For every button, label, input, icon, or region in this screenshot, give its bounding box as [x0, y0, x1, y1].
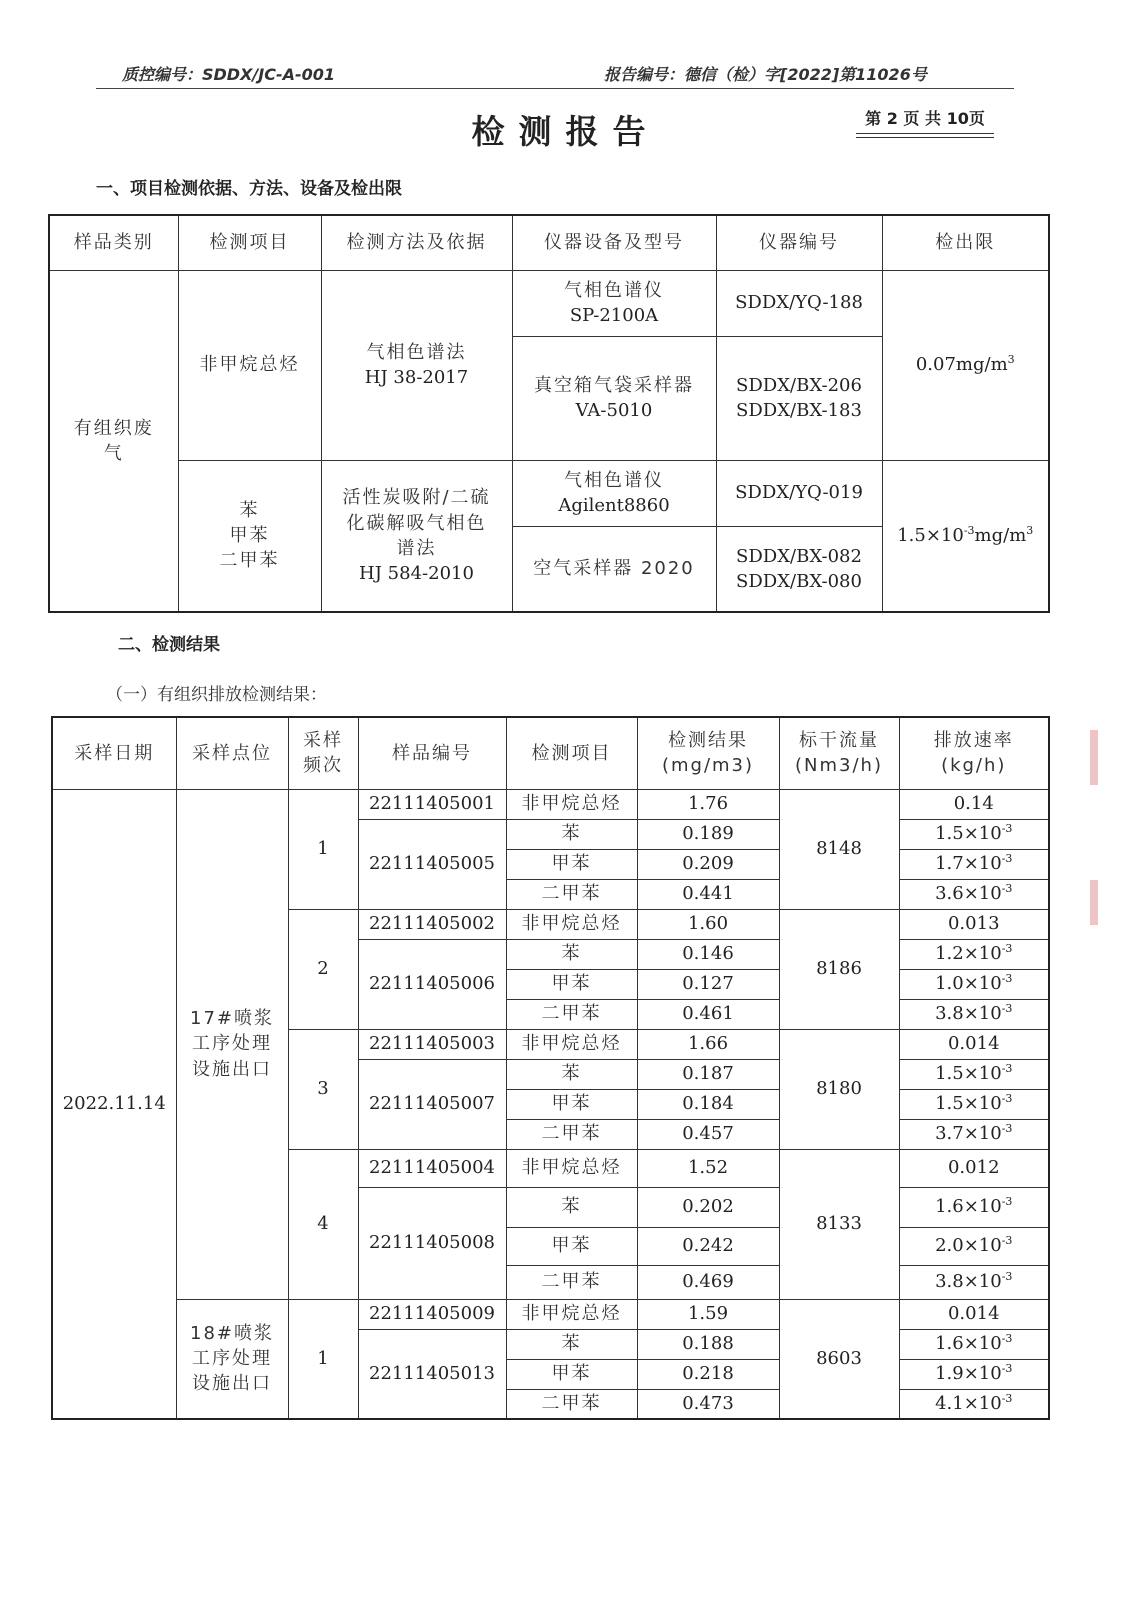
rate-mantissa: 3.7×10 — [935, 1123, 1002, 1145]
rate-mantissa: 1.5×10 — [935, 1063, 1002, 1085]
point-line: 工序处理 — [192, 1033, 272, 1055]
test-item: 非甲烷总烃 — [506, 1299, 637, 1329]
emission-rate — [899, 1227, 1049, 1265]
flow-value: 8603 — [779, 1299, 899, 1419]
test-item: 甲苯 — [506, 1359, 637, 1389]
rate-mantissa: 3.8×10 — [935, 1271, 1002, 1293]
method-row — [49, 270, 1049, 336]
test-item: 二甲苯 — [506, 1265, 637, 1299]
test-item: 甲苯 — [506, 1089, 637, 1119]
rate-exponent: -3 — [1001, 942, 1013, 956]
flow-value: 8133 — [779, 1149, 899, 1299]
header-line: 采样 — [303, 730, 343, 752]
emission-rate — [899, 999, 1049, 1029]
test-item: 甲苯 — [506, 969, 637, 999]
col-header — [288, 717, 358, 789]
method-table-header — [49, 215, 1049, 270]
test-item: 非甲烷总烃 — [506, 1149, 637, 1187]
point-line: 18#喷浆 — [190, 1322, 274, 1344]
rate-mantissa: 4.1×10 — [935, 1393, 1002, 1415]
test-item: 苯 — [506, 1329, 637, 1359]
rate-exponent: -3 — [1001, 1270, 1013, 1284]
instrument-name: 气相色谱仪 — [564, 469, 664, 491]
header-line: 排放速率 — [933, 730, 1014, 752]
col-header: 检出限 — [882, 215, 1049, 270]
point-line: 工序处理 — [192, 1348, 272, 1370]
result-value: 0.218 — [637, 1359, 779, 1389]
emission-rate — [899, 969, 1049, 999]
instrument-id-line: SDDX/BX-183 — [736, 400, 862, 421]
seal-mark — [1090, 730, 1098, 785]
result-value: 1.60 — [637, 909, 779, 939]
method-line: 化碳解吸气相色 — [346, 512, 487, 534]
result-value: 0.184 — [637, 1089, 779, 1119]
instrument-model: VA-5010 — [575, 400, 653, 421]
result-row — [52, 789, 1049, 819]
result-value: 1.52 — [637, 1149, 779, 1187]
test-method — [321, 270, 512, 460]
col-header: 样品编号 — [358, 717, 506, 789]
limit-unit: mg/m — [974, 525, 1027, 547]
method-line: HJ 584-2010 — [359, 562, 474, 584]
rate-mantissa: 3.8×10 — [935, 1003, 1002, 1025]
limit-sup: 3 — [1026, 524, 1034, 538]
result-value: 1.59 — [637, 1299, 779, 1329]
rate-mantissa: 1.5×10 — [935, 1093, 1002, 1115]
instrument-id: SDDX/YQ-019 — [716, 460, 882, 526]
instrument-name: 气相色谱仪 — [564, 279, 664, 301]
emission-rate — [899, 1119, 1049, 1149]
result-value: 0.187 — [637, 1059, 779, 1089]
instrument-id-line: SDDX/BX-080 — [736, 570, 862, 592]
item-line: 苯 — [239, 499, 260, 521]
result-value: 0.202 — [637, 1187, 779, 1227]
header-line: 频次 — [303, 755, 343, 777]
instrument-name: 真空箱气袋采样器 — [534, 374, 694, 396]
flow-value: 8180 — [779, 1029, 899, 1149]
test-item: 苯 — [506, 1059, 637, 1089]
test-item: 非甲烷总烃 — [506, 909, 637, 939]
rate-exponent: -3 — [1001, 1392, 1013, 1406]
point-line: 设施出口 — [192, 1058, 272, 1080]
result-value: 1.66 — [637, 1029, 779, 1059]
test-item: 甲苯 — [506, 1227, 637, 1265]
sampling-frequency: 1 — [288, 789, 358, 909]
emission-rate — [899, 1089, 1049, 1119]
result-value: 0.441 — [637, 879, 779, 909]
header-line: (mg/m3) — [661, 755, 755, 777]
limit-sup: 3 — [1007, 353, 1015, 367]
rate-exponent: -3 — [1001, 1234, 1013, 1248]
seal-mark — [1090, 880, 1098, 925]
qc-number: 质控编号：SDDX/JC-A-001 — [122, 65, 336, 84]
emission-rate — [899, 1187, 1049, 1227]
instrument-id: SDDX/YQ-188 — [716, 270, 882, 336]
emission-rate: 0.14 — [899, 789, 1049, 819]
method-line: HJ 38-2017 — [364, 367, 469, 388]
rate-mantissa: 3.6×10 — [935, 883, 1002, 905]
instrument-id-line: SDDX/BX-206 — [736, 374, 862, 396]
rate-exponent: -3 — [1001, 1362, 1013, 1376]
emission-rate — [899, 1265, 1049, 1299]
item-line: 甲苯 — [229, 525, 270, 547]
sample-number: 22111405001 — [358, 789, 506, 819]
detection-limit — [882, 270, 1049, 460]
test-item: 甲苯 — [506, 849, 637, 879]
method-table — [48, 214, 1050, 613]
sample-number: 22111405003 — [358, 1029, 506, 1059]
limit-value: 1.5×10 — [897, 525, 964, 547]
test-item: 二甲苯 — [506, 1119, 637, 1149]
col-header: 采样日期 — [52, 717, 176, 789]
instrument — [512, 270, 716, 336]
instrument-id — [716, 526, 882, 612]
method-row — [49, 460, 1049, 526]
limit-value: 0.07mg/m — [915, 354, 1008, 376]
header-line: (kg/h) — [941, 755, 1007, 777]
rate-exponent: -3 — [1001, 852, 1013, 866]
instrument-id-line: SDDX/BX-082 — [736, 545, 862, 567]
rate-exponent: -3 — [1001, 1122, 1013, 1136]
page-number: 第 2 页 共 10页 — [856, 106, 994, 134]
instrument: 空气采样器 2020 — [512, 526, 716, 612]
instrument-id — [716, 336, 882, 460]
point-line: 17#喷浆 — [190, 1008, 274, 1030]
item-line: 二甲苯 — [219, 550, 280, 572]
emission-rate — [899, 819, 1049, 849]
sample-number: 22111405005 — [358, 819, 506, 909]
test-method — [321, 460, 512, 612]
section2-heading: 二、检测结果 — [118, 635, 220, 655]
rate-exponent: -3 — [1001, 1062, 1013, 1076]
rate-mantissa: 1.6×10 — [935, 1333, 1002, 1355]
sampling-point — [176, 789, 288, 1299]
limit-sup: -3 — [963, 524, 975, 538]
sample-number: 22111405007 — [358, 1059, 506, 1149]
col-header: 检测项目 — [506, 717, 637, 789]
rate-exponent: -3 — [1001, 822, 1013, 836]
rate-exponent: -3 — [1001, 1092, 1013, 1106]
rate-exponent: -3 — [1001, 882, 1013, 896]
header-line: 标干流量 — [799, 730, 879, 752]
emission-rate — [899, 1329, 1049, 1359]
sampling-point — [176, 1299, 288, 1419]
sample-number: 22111405002 — [358, 909, 506, 939]
report-number: 报告编号：德信（检）字[2022]第11026号 — [604, 65, 927, 84]
sample-number: 22111405009 — [358, 1299, 506, 1329]
result-value: 0.457 — [637, 1119, 779, 1149]
rate-mantissa: 1.2×10 — [935, 943, 1002, 965]
instrument-model: Agilent8860 — [558, 495, 670, 516]
emission-rate — [899, 1359, 1049, 1389]
header-rule — [96, 88, 1014, 89]
rate-mantissa: 1.9×10 — [935, 1363, 1002, 1385]
col-header: 仪器编号 — [716, 215, 882, 270]
instrument — [512, 336, 716, 460]
rate-exponent: -3 — [1001, 1195, 1013, 1209]
emission-rate — [899, 879, 1049, 909]
col-header: 样品类别 — [49, 215, 178, 270]
header-line: (Nm3/h) — [795, 755, 883, 777]
col-header: 检测项目 — [178, 215, 321, 270]
instrument — [512, 460, 716, 526]
rate-mantissa: 1.5×10 — [935, 823, 1002, 845]
emission-rate — [899, 1389, 1049, 1419]
test-item: 苯 — [506, 1187, 637, 1227]
rate-exponent: -3 — [1001, 1002, 1013, 1016]
col-header — [637, 717, 779, 789]
rate-exponent: -3 — [1001, 1332, 1013, 1346]
sample-number: 22111405008 — [358, 1187, 506, 1299]
rate-mantissa: 2.0×10 — [935, 1235, 1002, 1257]
col-header — [779, 717, 899, 789]
sample-number: 22111405004 — [358, 1149, 506, 1187]
result-value: 0.209 — [637, 849, 779, 879]
test-item: 苯 — [506, 819, 637, 849]
test-item: 非甲烷总烃 — [506, 1029, 637, 1059]
col-header: 采样点位 — [176, 717, 288, 789]
test-item: 非甲烷总烃 — [178, 270, 321, 460]
sample-number: 22111405006 — [358, 939, 506, 1029]
emission-rate: 0.013 — [899, 909, 1049, 939]
result-value: 0.146 — [637, 939, 779, 969]
sampling-date: 2022.11.14 — [52, 789, 176, 1419]
emission-rate — [899, 1059, 1049, 1089]
rate-exponent: -3 — [1001, 972, 1013, 986]
result-value: 0.188 — [637, 1329, 779, 1359]
section1-heading: 一、项目检测依据、方法、设备及检出限 — [96, 179, 402, 199]
test-item: 二甲苯 — [506, 999, 637, 1029]
emission-rate — [899, 939, 1049, 969]
sampling-frequency: 2 — [288, 909, 358, 1029]
method-line: 气相色谱法 — [366, 341, 467, 363]
result-value: 0.473 — [637, 1389, 779, 1419]
flow-value: 8148 — [779, 789, 899, 909]
emission-rate: 0.014 — [899, 1029, 1049, 1059]
sampling-frequency: 4 — [288, 1149, 358, 1299]
result-value: 0.242 — [637, 1227, 779, 1265]
result-value: 0.189 — [637, 819, 779, 849]
header-line: 检测结果 — [668, 730, 748, 752]
test-item — [178, 460, 321, 612]
result-row — [52, 1299, 1049, 1329]
test-item: 二甲苯 — [506, 879, 637, 909]
test-item: 二甲苯 — [506, 1389, 637, 1419]
result-value: 1.76 — [637, 789, 779, 819]
flow-value: 8186 — [779, 909, 899, 1029]
result-value: 0.461 — [637, 999, 779, 1029]
sample-category: 有组织废气 — [49, 270, 178, 612]
detection-limit — [882, 460, 1049, 612]
sample-number: 22111405013 — [358, 1329, 506, 1419]
result-value: 0.469 — [637, 1265, 779, 1299]
section2-subheading: （一）有组织排放检测结果： — [106, 685, 327, 705]
rate-mantissa: 1.6×10 — [935, 1196, 1002, 1218]
rate-mantissa: 1.7×10 — [935, 853, 1002, 875]
emission-rate — [899, 849, 1049, 879]
emission-rate: 0.012 — [899, 1149, 1049, 1187]
point-line: 设施出口 — [192, 1373, 272, 1395]
sampling-frequency: 1 — [288, 1299, 358, 1419]
instrument-model: SP-2100A — [569, 305, 659, 326]
col-header: 检测方法及依据 — [321, 215, 512, 270]
method-line: 活性炭吸附/二硫 — [342, 487, 491, 509]
col-header: 仪器设备及型号 — [512, 215, 716, 270]
col-header — [899, 717, 1049, 789]
rate-mantissa: 1.0×10 — [935, 973, 1002, 995]
result-value: 0.127 — [637, 969, 779, 999]
test-item: 非甲烷总烃 — [506, 789, 637, 819]
emission-rate: 0.014 — [899, 1299, 1049, 1329]
method-line: 谱法 — [396, 537, 437, 559]
test-item: 苯 — [506, 939, 637, 969]
results-table — [51, 716, 1050, 1420]
page-title: 检测报告 — [471, 112, 660, 151]
results-table-header — [52, 717, 1049, 789]
sampling-frequency: 3 — [288, 1029, 358, 1149]
